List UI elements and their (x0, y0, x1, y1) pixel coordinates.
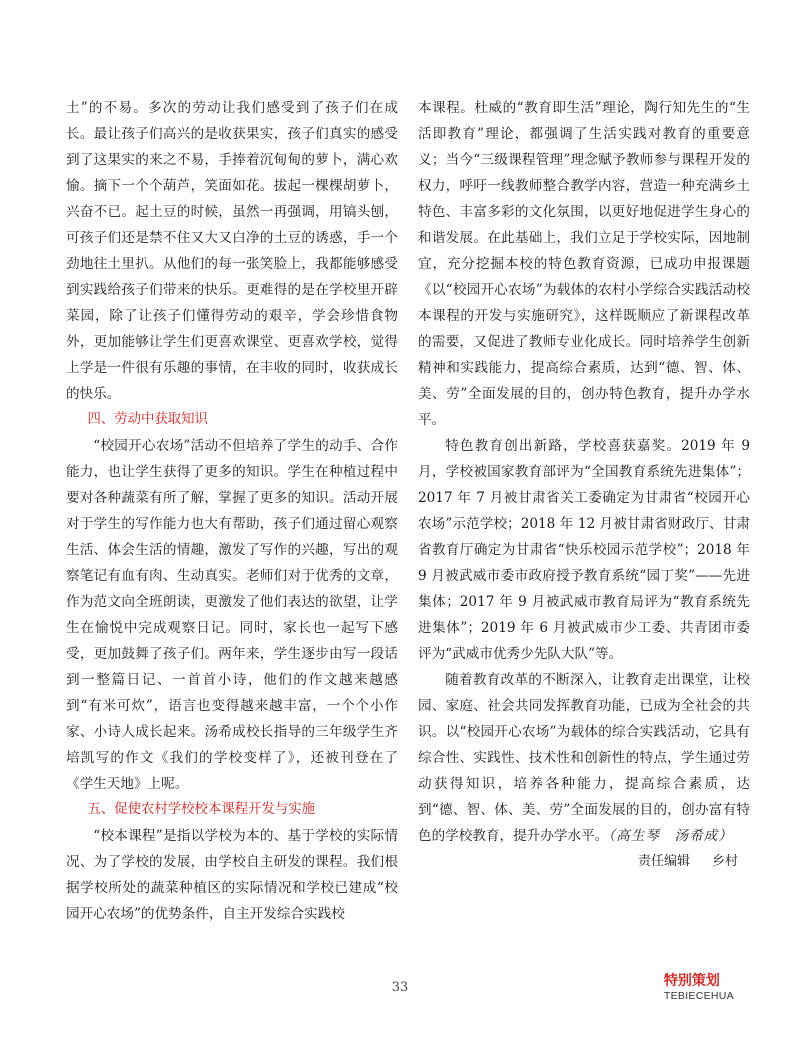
section-pinyin: TEBIECEHUA (663, 990, 734, 1002)
article-column-left (66, 95, 398, 927)
body-paragraph: “校园开心农场”活动不但培养了学生的动手、合作能力，也让学生获得了更多的知识。学生在种植过程中要对各种蔬菜有所了解，掌握了更多的知识。活动开展对于学生的写作能力也大有帮助，孩子们通过留心观察生活、体会生活的情趣，激发了写作的兴趣，写出的观察笔记有血有肉、生动真实。老师们对于优秀的文章，作为范文向全班朗读，更激发了他们表达的欲望，让学生在愉悦中完成观察日记。同时，家长也一起写下感受，更加鼓舞了孩子们。两年来，学生逐步由写一段话到一整篇日记、一首首小诗，他们的作文越来越感到“有米可炊”，语言也变得越来越丰富，一个个小作家、小诗人成长起来。汤希成校长指导的三年级学生齐培凯写的作文《我们的学校变样了》，还被刊登在了《学生天地》上呢。 (66, 438, 398, 792)
section-tag (664, 972, 734, 1003)
article-column-right (418, 95, 750, 875)
section-heading-5: 五、促使农村学校校本课程开发与实施 (87, 802, 316, 817)
closing-text: 随着教育改革的不断深入，让教育走出课堂，让校园、家庭、社会共同发挥教育功能，已成为全社会的共识。以“校园开心农场”为载体的综合实践活动，它具有综合性、实践性、技术性和创新性的特点，学生通过劳动获得知识，培养各种能力，提高综合素质，达到“德、智、体、美、劳”全面发展的目的，创办富有特色的学校教育，提升办学水平。 (418, 672, 750, 844)
body-paragraph: 本课程。杜威的“教育即生活”理论，陶行知先生的“生活即教育”理论，都强调了生活实践对教育的重要意义；当今“三级课程管理”理念赋予教师参与课程开发的权力，呼吁一线教师整合教学内容，营造一种充满乡土特色、丰富多彩的文化氛围，以更好地促进学生身心的和谐发展。在此基础上，我们立足于学校实际，因地制宜，充分挖掘本校的特色教育资源，已成功申报课题《以“校园开心农场”为载体的农村小学综合实践活动校本课程的开发与实施研究》，这样既顺应了新课程改革的需要，又促进了教师专业化成长。同时培养学生创新精神和实践能力，提高综合素质，达到“德、智、体、美、劳”全面发展的目的，创办特色教育，提升办学水平。 (418, 100, 750, 428)
editor-credit (418, 849, 750, 875)
section-title: 特别策划 (663, 973, 720, 989)
author-signature: （高生琴 汤希成） (608, 828, 733, 844)
page-number: 33 (391, 980, 409, 995)
body-paragraph: “校本课程”是指以学校为本的、基于学校的实际情况、为了学校的发展，由学校自主研发的课程。我们根据学校所处的蔬菜种植区的实际情况和学校已建成“校园开心农场”的优势条件，自主开发综合实践校 (66, 828, 398, 922)
editor-label: 责任编辑 (637, 854, 690, 869)
section-heading-4: 四、劳动中获取知识 (87, 412, 208, 427)
closing-paragraph (418, 667, 750, 849)
editor-name: 乡村 (711, 854, 738, 869)
body-paragraph: 土”的不易。多次的劳动让我们感受到了孩子们在成长。最让孩子们高兴的是收获果实，孩子们真实的感受到了这果实的来之不易，手捧着沉甸甸的萝卜，满心欢愉。摘下一个个葫芦，笑面如花。拔起一棵棵胡萝卜，兴奋不已。起土豆的时候，虽然一再强调，用镐头刨，可孩子们还是禁不住又大又白净的土豆的诱惑，手一个劲地往土里扒。从他们的每一张笑脸上，我都能够感受到实践给孩子们带来的快乐。更难得的是在学校里开辟菜园，除了让孩子们懂得劳动的艰辛，学会珍惜食物外，更加能够让学生们更喜欢课堂、更喜欢学校，觉得上学是一件很有乐趣的事情，在丰收的同时，收获成长的快乐。 (66, 100, 398, 402)
body-paragraph: 特色教育创出新路，学校喜获嘉奖。2019 年 9 月，学校被国家教育部评为“全国教育系统先进集体”；2017 年 7 月被甘肃省关工委确定为甘肃省“校园开心农场”示范学校；2018 年 12 月被甘肃省财政厅、甘肃省教育厅确定为甘肃省“快乐校园示范学校”；2018 年 9 月被武威市委市政府授予教育系统“园丁奖”——先进集体；2017 年 9 月被武威市教育局评为“教育系统先进集体”；2019 年 6 月被武威市少工委、共青团市委评为“武威市优秀少先队大队”等。 (418, 438, 750, 662)
